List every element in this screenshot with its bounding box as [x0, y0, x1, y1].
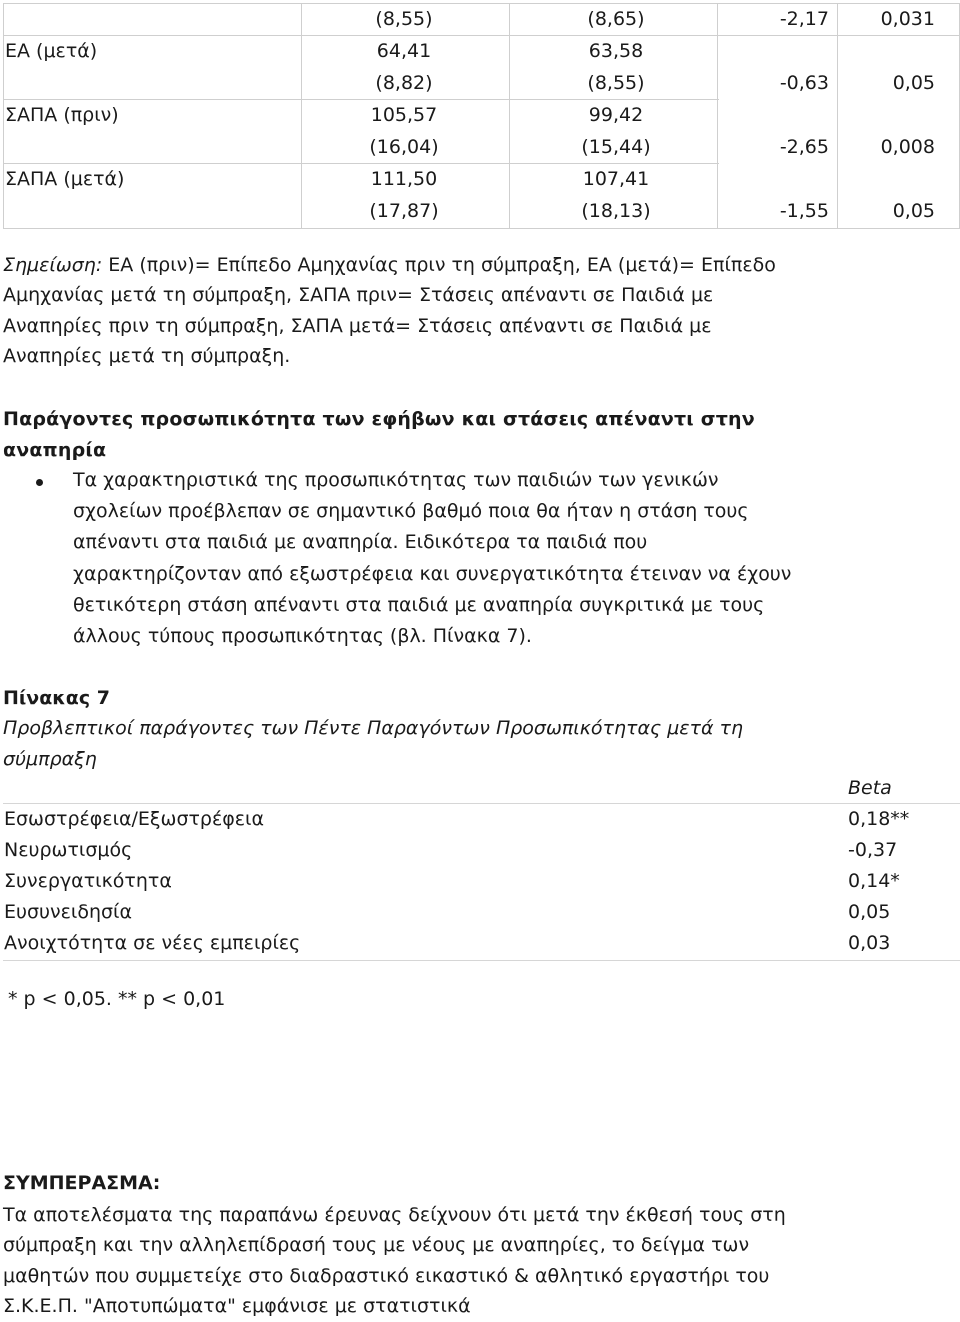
cell-group-a: 105,57 [370, 104, 438, 126]
table7-title: Πίνακας 7 [3, 687, 110, 709]
table7-footnote: * p < 0,05. ** p < 0,01 [8, 988, 226, 1010]
cell-p-value [839, 163, 935, 195]
results-table [3, 3, 960, 227]
factor-label: Εσωστρέφεια/Εξωστρέφεια [4, 808, 265, 830]
table-row [3, 195, 960, 227]
cell-t-value [719, 163, 829, 195]
cell-group-a: (16,04) [369, 136, 439, 158]
cell-t-value: -2,65 [779, 136, 829, 158]
table7 [3, 773, 960, 959]
cell-group-b: 63,58 [588, 40, 644, 62]
cell-t-value: -1,55 [779, 200, 829, 222]
table-border [3, 960, 960, 961]
table-row [3, 804, 960, 835]
cell-group-a: (8,82) [375, 72, 433, 94]
table-row [3, 866, 960, 897]
table-row [3, 67, 960, 99]
bullet-list [3, 465, 803, 652]
table-row [3, 99, 960, 131]
factor-label: Ανοιχτότητα σε νέες εμπειρίες [4, 932, 301, 954]
column-header-beta: Beta [848, 777, 892, 799]
cell-group-b: 107,41 [582, 168, 650, 190]
beta-value: 0,14* [848, 870, 900, 892]
cell-t-value: -2,17 [779, 8, 829, 30]
cell-p-value: 0,008 [880, 136, 935, 158]
table-row [3, 35, 960, 67]
cell-t-value [719, 35, 829, 67]
cell-t-value: -0,63 [779, 72, 829, 94]
factor-label: Ευσυνειδησία [4, 901, 133, 923]
table-border [3, 228, 960, 229]
table-row [3, 835, 960, 866]
cell-p-value [839, 35, 935, 67]
factor-label: Συνεργατικότητα [4, 870, 172, 892]
cell-group-a: (17,87) [369, 200, 439, 222]
table-row [3, 928, 960, 959]
table-row [3, 163, 960, 195]
beta-value: 0,05 [848, 901, 891, 923]
cell-t-value [719, 99, 829, 131]
row-label: ΕΑ (μετά) [5, 40, 98, 62]
cell-group-b: (18,13) [581, 200, 651, 222]
beta-value: 0,18** [848, 808, 910, 830]
cell-group-a: 64,41 [376, 40, 432, 62]
table-row [3, 897, 960, 928]
cell-group-b: (15,44) [581, 136, 651, 158]
table7-caption: Προβλεπτικοί παράγοντες των Πέντε Παραγόντων Προσωπικότητας μετά τη σύμπραξη [3, 717, 744, 770]
beta-value: 0,03 [848, 932, 891, 954]
table-row [3, 131, 960, 163]
cell-p-value: 0,05 [892, 200, 935, 222]
factor-label: Νευρωτισμός [4, 839, 133, 861]
note-text: ΕΑ (πριν)= Επίπεδο Αμηχανίας πριν τη σύμπραξη, ΕΑ (μετά)= Επίπεδο Αμηχανίας μετά τη σύμπραξη, ΣΑΠΑ πριν= Στάσεις απέναντι σε Παιδιά με Αναπηρίες πριν τη σύμπραξη, ΣΑΠΑ μετά= Στάσεις απέναντι σε Παιδιά με Αναπηρίες μετά τη σύμπραξη. [3, 254, 776, 367]
note-prefix: Σημείωση: [3, 254, 103, 276]
table-row [3, 3, 960, 35]
row-label: ΣΑΠΑ (πριν) [5, 104, 119, 126]
cell-group-b: (8,55) [587, 72, 645, 94]
cell-p-value: 0,05 [892, 72, 935, 94]
table-note [3, 250, 793, 371]
conclusion-text: Τα αποτελέσματα της παραπάνω έρευνας δείχνουν ότι μετά την έκθεσή τους στη σύμπραξη και την αλληλεπίδρασή τους με νέους με αναπηρίες, το δείγμα των μαθητών που συμμετείχε στο διαδραστικό εικαστικό & αθλητικό εργαστήρι του Σ.Κ.Ε.Π. "Αποτυπώματα" εμφάνισε με στατιστικά [3, 1204, 786, 1318]
conclusion-heading: ΣΥΜΠΕΡΑΣΜΑ: [3, 1172, 161, 1194]
cell-group-b: 99,42 [588, 104, 644, 126]
beta-value: -0,37 [848, 839, 898, 861]
cell-group-a: 111,50 [370, 168, 438, 190]
bullet-text: Τα χαρακτηριστικά της προσωπικότητας των παιδιών των γενικών σχολείων προέβλεπαν σε σημαντικό βαθμό ποια θα ήταν η στάση τους απέναντι στα παιδιά με αναπηρία. Ειδικότερα τα παιδιά που χαρακτηρίζονταν από εξωστρέφεια και συνεργατικότητα έτειναν να έχουν θετικότερη στάση απέναντι στα παιδιά με αναπηρία συγκριτικά με τους άλλους τύπους προσωπικότητας (βλ. Πίνακα 7). [73, 469, 792, 648]
table-header-row [3, 773, 960, 804]
cell-group-a: (8,55) [375, 8, 433, 30]
bullet-dot-icon [36, 479, 43, 486]
section-heading: Παράγοντες προσωπικότητα των εφήβων και στάσεις απέναντι στην αναπηρία [3, 408, 755, 461]
cell-group-b: (8,65) [587, 8, 645, 30]
cell-p-value [839, 99, 935, 131]
row-label: ΣΑΠΑ (μετά) [5, 168, 125, 190]
cell-p-value: 0,031 [880, 8, 935, 30]
